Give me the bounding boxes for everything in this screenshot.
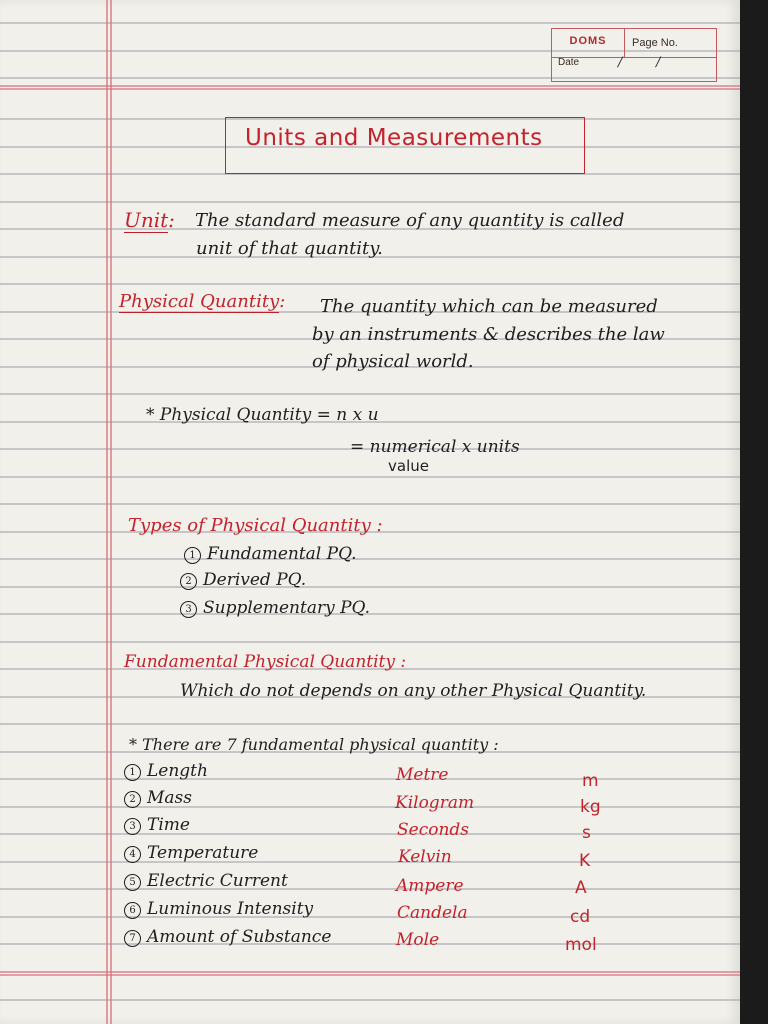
pq-def-line-3: of physical world. [312, 351, 474, 372]
fq-row-6-symbol: cd [570, 907, 591, 927]
fq-row-4-symbol: K [579, 851, 591, 871]
fq-quantity: Luminous Intensity [147, 899, 314, 919]
pq-def-line-1: The quantity which can be measured [320, 296, 658, 317]
brand-logo: DOMS [552, 29, 625, 58]
number-circle-icon: 1 [184, 547, 201, 564]
number-circle-icon: 5 [124, 874, 141, 891]
fq-row-5-symbol: A [575, 878, 587, 898]
fq-row-5-quantity [124, 870, 288, 892]
fq-row-3-unit: Seconds [397, 820, 470, 840]
fq-row-7-unit: Mole [396, 930, 440, 950]
types-item-label: Derived PQ. [203, 570, 307, 590]
pq-def-line-2: by an instruments & describes the law [312, 324, 665, 345]
pq-heading [119, 291, 285, 313]
date-label: Date [558, 57, 580, 68]
number-circle-icon: 4 [124, 846, 141, 863]
date-slash-2: / [656, 55, 661, 70]
fq-row-6-unit: Candela [397, 903, 468, 923]
fq-quantity: Mass [147, 788, 192, 808]
unit-def-line-2: unit of that quantity. [196, 238, 383, 259]
number-circle-icon: 3 [124, 818, 141, 835]
fq-row-6-quantity [124, 898, 313, 920]
number-circle-icon: 6 [124, 902, 141, 919]
fundamental-heading: Fundamental Physical Quantity : [124, 652, 407, 672]
number-circle-icon: 7 [124, 930, 141, 947]
number-circle-icon: 3 [180, 601, 197, 618]
fq-row-3-quantity [124, 814, 190, 836]
unit-def-line-1: The standard measure of any quantity is called [195, 210, 625, 231]
types-item-3 [180, 597, 370, 619]
types-item-label: Supplementary PQ. [203, 598, 371, 618]
fq-row-1-symbol: m [582, 771, 599, 791]
fq-quantity: Temperature [147, 843, 259, 863]
fq-row-4-quantity [124, 842, 258, 864]
fq-row-4-unit: Kelvin [398, 847, 452, 867]
pq-heading-text: Physical Quantity [119, 291, 280, 312]
formula-line-1: * Physical Quantity = n x u [146, 405, 379, 425]
fq-quantity: Time [147, 815, 190, 835]
fq-row-1-quantity [124, 760, 208, 782]
fq-row-7-symbol: mol [565, 935, 597, 955]
fundamental-definition: Which do not depends on any other Physical Quantity. [180, 681, 647, 701]
types-item-1 [184, 543, 357, 565]
types-item-label: Fundamental PQ. [207, 544, 357, 564]
fq-row-2-symbol: kg [580, 797, 601, 817]
types-heading: Types of Physical Quantity : [128, 515, 383, 536]
fq-quantity: Amount of Substance [147, 927, 332, 947]
unit-heading-text: Unit [124, 208, 169, 232]
fq-row-1-unit: Metre [396, 765, 449, 785]
fq-row-3-symbol: s [582, 823, 591, 843]
fq-row-2-unit: Kilogram [395, 793, 475, 813]
fq-row-5-unit: Ampere [396, 876, 464, 896]
date-slash-1: / [618, 55, 623, 70]
unit-heading [124, 209, 175, 231]
types-item-2 [180, 569, 306, 591]
fq-quantity: Length [147, 761, 208, 781]
fq-quantity: Electric Current [147, 871, 288, 891]
formula-line-2: = numerical x units [350, 437, 520, 457]
fq-row-7-quantity [124, 926, 331, 948]
unit-sep: : [168, 208, 175, 232]
seven-intro: * There are 7 fundamental physical quantity : [129, 735, 499, 754]
page-header-box [551, 28, 717, 82]
number-circle-icon: 2 [180, 573, 197, 590]
page-no-label: Page No. [632, 37, 678, 49]
page-title: Units and Measurements [245, 125, 543, 151]
number-circle-icon: 2 [124, 791, 141, 808]
formula-line-3: value [388, 457, 429, 475]
pq-sep: : [279, 291, 286, 312]
fq-row-2-quantity [124, 787, 192, 809]
number-circle-icon: 1 [124, 764, 141, 781]
